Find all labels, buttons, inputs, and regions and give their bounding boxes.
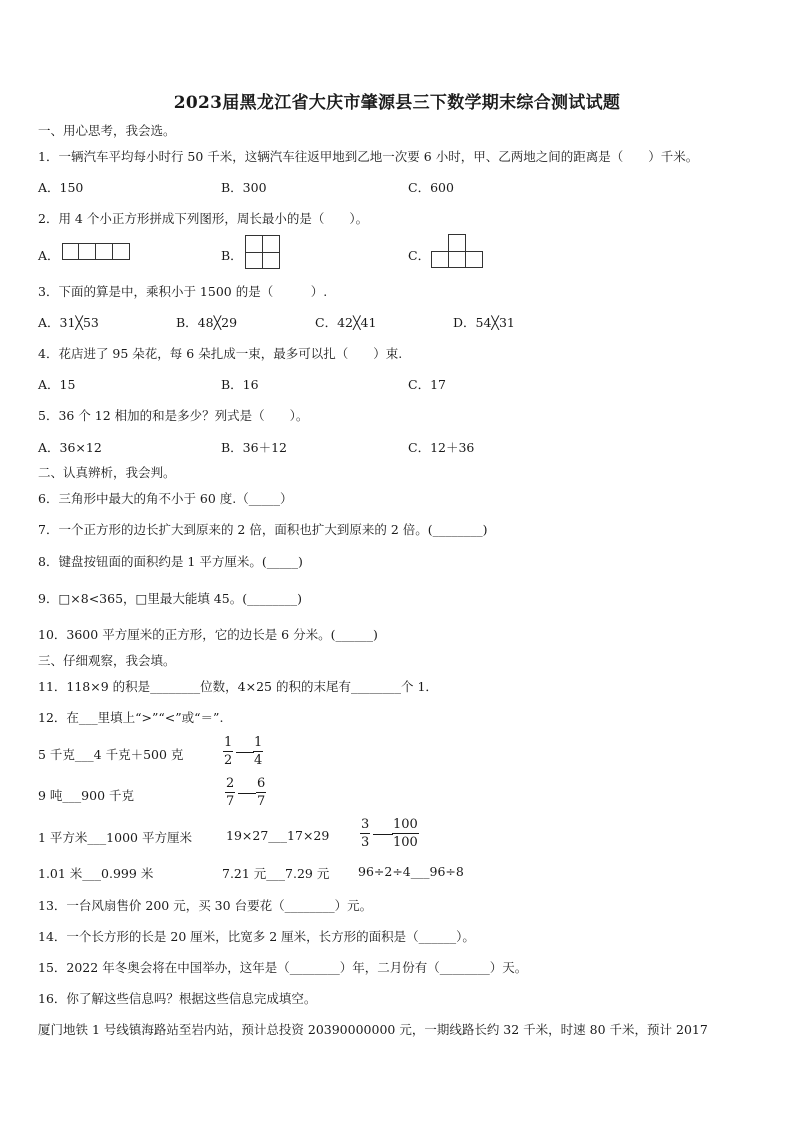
shape-t-tetromino xyxy=(431,234,483,268)
compare-19x27: 19×27___17×29 xyxy=(226,828,330,843)
question-11: 11．118×9 的积是________位数，4×25 的积的末尾有________个 1． xyxy=(38,679,438,694)
q4-option-c: C．17 xyxy=(408,377,446,392)
q3-option-c: C．42╳41 xyxy=(315,315,377,330)
q3-option-b: B．48╳29 xyxy=(176,315,238,330)
question-12: 12．在___里填上“>”“<”或“＝”. xyxy=(38,710,224,725)
q1-option-c: C．600 xyxy=(408,180,454,195)
question-9: 9．□×8<365，□里最大能填 45。(________) xyxy=(38,591,302,606)
q2-option-a: A． xyxy=(38,248,60,263)
blank-line xyxy=(236,752,254,753)
q5-option-a: A．36×12 xyxy=(38,440,102,455)
q3-option-d: D．54╳31 xyxy=(453,315,515,330)
question-10: 10．3600 平方厘米的正方形，它的边长是 6 分米。(______) xyxy=(38,627,378,642)
q1-option-a: A．150 xyxy=(38,180,84,195)
question-7: 7．一个正方形的边长扩大到原来的 2 倍，面积也扩大到原来的 2 倍。(________) xyxy=(38,522,488,537)
q2-option-b: B． xyxy=(221,248,243,263)
question-2: 2．用 4 个小正方形拼成下列图形，周长最小的是（ ）。 xyxy=(38,211,369,226)
blank-line xyxy=(238,793,256,794)
compare-5kg: 5 千克___4 千克＋500 克 xyxy=(38,747,184,762)
question-16: 16．你了解这些信息吗？根据这些信息完成填空。 xyxy=(38,991,317,1006)
question-6: 6．三角形中最大的角不小于 60 度.（_____） xyxy=(38,491,293,506)
shape-row-of-four xyxy=(62,243,130,260)
question-13: 13．一台风扇售价 200 元，买 30 台要花（________）元。 xyxy=(38,898,373,913)
q4-option-a: A．15 xyxy=(38,377,76,392)
page-title: 2023届黑龙江省大庆市肇源县三下数学期末综合测试试题 xyxy=(173,93,621,113)
question-16-body: 厦门地铁 1 号线镇海路站至岩内站，预计总投资 20390000000 元，一期线路长约 32 千米，时速 80 千米，预计 2017 xyxy=(38,1022,708,1037)
q5-option-b: B．36＋12 xyxy=(221,440,287,455)
section-1-heading: 一、用心思考，我会选。 xyxy=(38,123,176,138)
compare-96-div: 96÷2÷4___96÷8 xyxy=(358,864,464,879)
question-8: 8．键盘按钮面的面积约是 1 平方厘米。(_____) xyxy=(38,554,303,569)
question-3: 3．下面的算是中，乘积小于 1500 的是（ ）. xyxy=(38,284,328,299)
q3-option-a: A．31╳53 xyxy=(38,315,99,330)
fraction-six-sevenths: 6 7 xyxy=(257,776,266,809)
section-2-heading: 二、认真辨析，我会判。 xyxy=(38,465,176,480)
section-3-heading: 三、仔细观察，我会填。 xyxy=(38,653,176,668)
compare-7-21-yuan: 7.21 元___7.29 元 xyxy=(222,866,330,881)
question-4: 4．花店进了 95 朵花，每 6 朵扎成一束，最多可以扎（ ）束. xyxy=(38,346,403,361)
compare-9-ton: 9 吨___900 千克 xyxy=(38,788,135,803)
q2-option-c: C． xyxy=(408,248,431,263)
fraction-hundred-hundredths: 100 100 xyxy=(393,817,418,850)
blank-line xyxy=(373,834,393,835)
compare-square-meter: 1 平方米___1000 平方厘米 xyxy=(38,830,192,845)
q4-option-b: B．16 xyxy=(221,377,259,392)
fraction-three-thirds: 3 3 xyxy=(361,817,370,850)
shape-two-by-two xyxy=(245,235,280,269)
question-1: 1．一辆汽车平均每小时行 50 千米，这辆汽车往返甲地到乙地一次要 6 小时，甲、乙两地之间的距离是（ ）千米。 xyxy=(38,149,699,164)
question-14: 14．一个长方形的长是 20 厘米，比宽多 2 厘米，长方形的面积是（______）。 xyxy=(38,929,475,944)
q5-option-c: C．12＋36 xyxy=(408,440,475,455)
question-5: 5．36 个 12 相加的和是多少？列式是（ ）。 xyxy=(38,408,309,423)
fraction-half: 1 2 xyxy=(224,735,233,768)
compare-1-01m: 1.01 米___0.999 米 xyxy=(38,866,154,881)
fraction-quarter: 1 4 xyxy=(254,735,263,768)
fraction-two-sevenths: 2 7 xyxy=(226,776,235,809)
q1-option-b: B．300 xyxy=(221,180,267,195)
question-15: 15．2022 年冬奥会将在中国举办，这年是（________）年，二月份有（________）天。 xyxy=(38,960,528,975)
